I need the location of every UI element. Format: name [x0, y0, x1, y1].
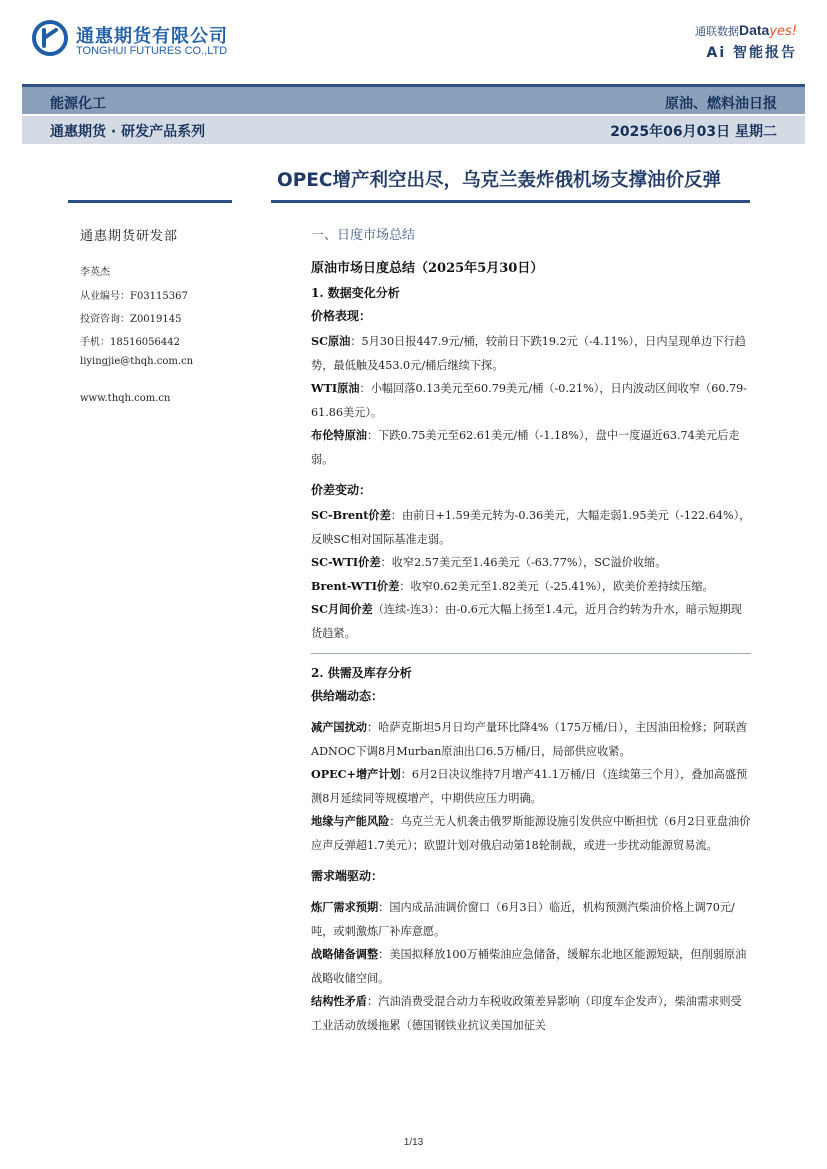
heading-demand: 需求端驱动： — [311, 869, 384, 883]
heading-supply: 供给端动态： — [311, 689, 384, 703]
brand-data: Data — [738, 22, 770, 38]
email-link[interactable]: liyingjie@thqh.com.cn — [80, 356, 194, 367]
section-heading: 一、日度市场总结 — [311, 228, 416, 243]
paragraph-reserve — [311, 943, 751, 990]
label-sc-month: SC月间价差 — [311, 602, 373, 616]
paragraph-brent — [311, 424, 751, 471]
label-sc-brent: SC-Brent价差 — [311, 508, 391, 522]
brand-prefix: 通联数据 — [694, 25, 739, 38]
section-divider — [311, 653, 751, 654]
text-refinery: ：国内成品油调价窗口（6月3日）临近，机构预测汽柴油价格上调70元/吨，或刺激炼厂补库意愿。 — [311, 901, 735, 938]
label-sc-wti: SC-WTI价差 — [311, 555, 381, 569]
sector-bar — [22, 84, 805, 114]
label-reserve: 战略储备调整 — [311, 947, 379, 961]
text-opec: ：6月2日决议维持7月增产41.1万桶/日（连续第三个月），叠加高盛预测8月延续同等规模增产，中期供应压力明确。 — [311, 768, 748, 805]
paragraph-structure — [311, 990, 751, 1037]
heading-spread: 价差变动： — [311, 483, 372, 497]
paragraph-cut — [311, 716, 751, 763]
heading-price: 价格表现： — [311, 309, 372, 323]
summary-title: 原油市场日度总结（2025年5月30日） — [311, 261, 544, 276]
paragraph-sc-brent — [311, 504, 751, 551]
text-wti: ：小幅回落0.13美元至60.79美元/桶（-0.21%），日内波动区间收窄（60.79-61.86美元）。 — [311, 382, 748, 419]
label-wti: WTI原油 — [311, 381, 360, 395]
heading-supply-demand: 2. 供需及库存分析 — [311, 666, 412, 680]
datayes-brand — [695, 22, 797, 39]
label-brent-wti: Brent-WTI价差 — [311, 578, 400, 593]
license-number: 从业编号：F03115367 — [80, 291, 188, 302]
text-sc: ：5月30日报447.9元/桶，较前日下跌19.2元（-4.11%），日内呈现单边下行趋势，最低触及453.0元/桶后继续下探。 — [311, 335, 746, 372]
label-cut: 减产国扰动 — [311, 720, 367, 734]
paragraph-sc-wti — [311, 551, 751, 575]
label-structure: 结构性矛盾 — [311, 994, 367, 1008]
heading-data-analysis: 1. 数据变化分析 — [311, 286, 400, 300]
analyst-name: 李英杰 — [80, 267, 110, 278]
paragraph-geo — [311, 810, 751, 857]
report-type-label: 原油、燃料油日报 — [665, 96, 777, 112]
tonghui-logo-icon — [32, 20, 68, 56]
main-content — [311, 224, 751, 1037]
sidebar-divider — [68, 200, 232, 203]
label-sc: SC原油 — [311, 334, 351, 348]
text-sc-month: （连续-连3）：由-0.6元大幅上扬至1.4元，近月合约转为升水，暗示短期现货趋紧。 — [311, 603, 742, 640]
page-number: 1/13 — [403, 1137, 424, 1148]
paragraph-sc-month — [311, 598, 751, 645]
series-label: 通惠期货 · 研发产品系列 — [50, 124, 206, 140]
label-opec: OPEC+增产计划 — [311, 767, 401, 781]
text-reserve: ：美国拟释放100万桶柴油应急储备，缓解东北地区能源短缺，但削弱原油战略收储空间。 — [311, 948, 747, 985]
title-divider — [271, 200, 750, 203]
label-brent: 布伦特原油 — [311, 428, 367, 442]
text-cut: ：哈萨克斯坦5月日均产量环比降4%（175万桶/日），主因油田检修；阿联酋ADNOC下调8月Murban原油出口6.5万桶/日，局部供应收紧。 — [311, 721, 747, 758]
website-link[interactable]: www.thqh.com.cn — [80, 393, 171, 404]
paragraph-sc — [311, 330, 751, 377]
company-name-en: TONGHUI FUTURES CO.,LTD — [76, 45, 228, 57]
text-sc-brent: ：由前日+1.59美元转为-0.36美元，大幅走弱1.95美元（-122.64%），反映SC相对国际基准走弱。 — [311, 509, 751, 546]
paragraph-refinery — [311, 896, 751, 943]
text-sc-wti: ：收窄2.57美元至1.46美元（-63.77%），SC溢价收缩。 — [380, 556, 667, 569]
paragraph-brent-wti — [311, 575, 751, 599]
consult-number: 投资咨询：Z0019145 — [80, 314, 182, 325]
label-refinery: 炼厂需求预期 — [311, 900, 379, 914]
report-date: 2025年06月03日 星期二 — [610, 124, 777, 140]
department-name: 通惠期货研发部 — [80, 229, 179, 244]
paragraph-opec — [311, 763, 751, 810]
brand-yes: yes! — [769, 24, 797, 39]
phone-number: 手机：18516056442 — [80, 337, 180, 348]
text-brent-wti: ：收窄0.62美元至1.82美元（-25.41%），欧美价差持续压缩。 — [399, 579, 714, 593]
text-brent: ：下跌0.75美元至62.61美元/桶（-1.18%），盘中一度逼近63.74美元后走弱。 — [311, 429, 740, 466]
text-structure: ：汽油消费受混合动力车税收政策差异影响（印度车企发声），柴油需求则受工业活动放缓拖累（德国钢铁业抗议美国加征关 — [311, 995, 742, 1032]
sector-label: 能源化工 — [50, 96, 106, 112]
company-name-cn: 通惠期货有限公司 — [76, 26, 228, 47]
label-geo: 地缘与产能风险 — [311, 814, 390, 828]
report-title: OPEC增产利空出尽，乌克兰轰炸俄机场支撑油价反弹 — [277, 170, 722, 191]
series-bar — [22, 116, 805, 144]
text-geo: ：乌克兰无人机袭击俄罗斯能源设施引发供应中断担忧（6月2日亚盘油价应声反弹超1.7美元）；欧盟计划对俄启动第18轮制裁，或进一步扰动能源贸易流。 — [311, 815, 751, 852]
ai-report-label: Ai 智能报告 — [706, 45, 797, 61]
paragraph-wti — [311, 377, 751, 424]
